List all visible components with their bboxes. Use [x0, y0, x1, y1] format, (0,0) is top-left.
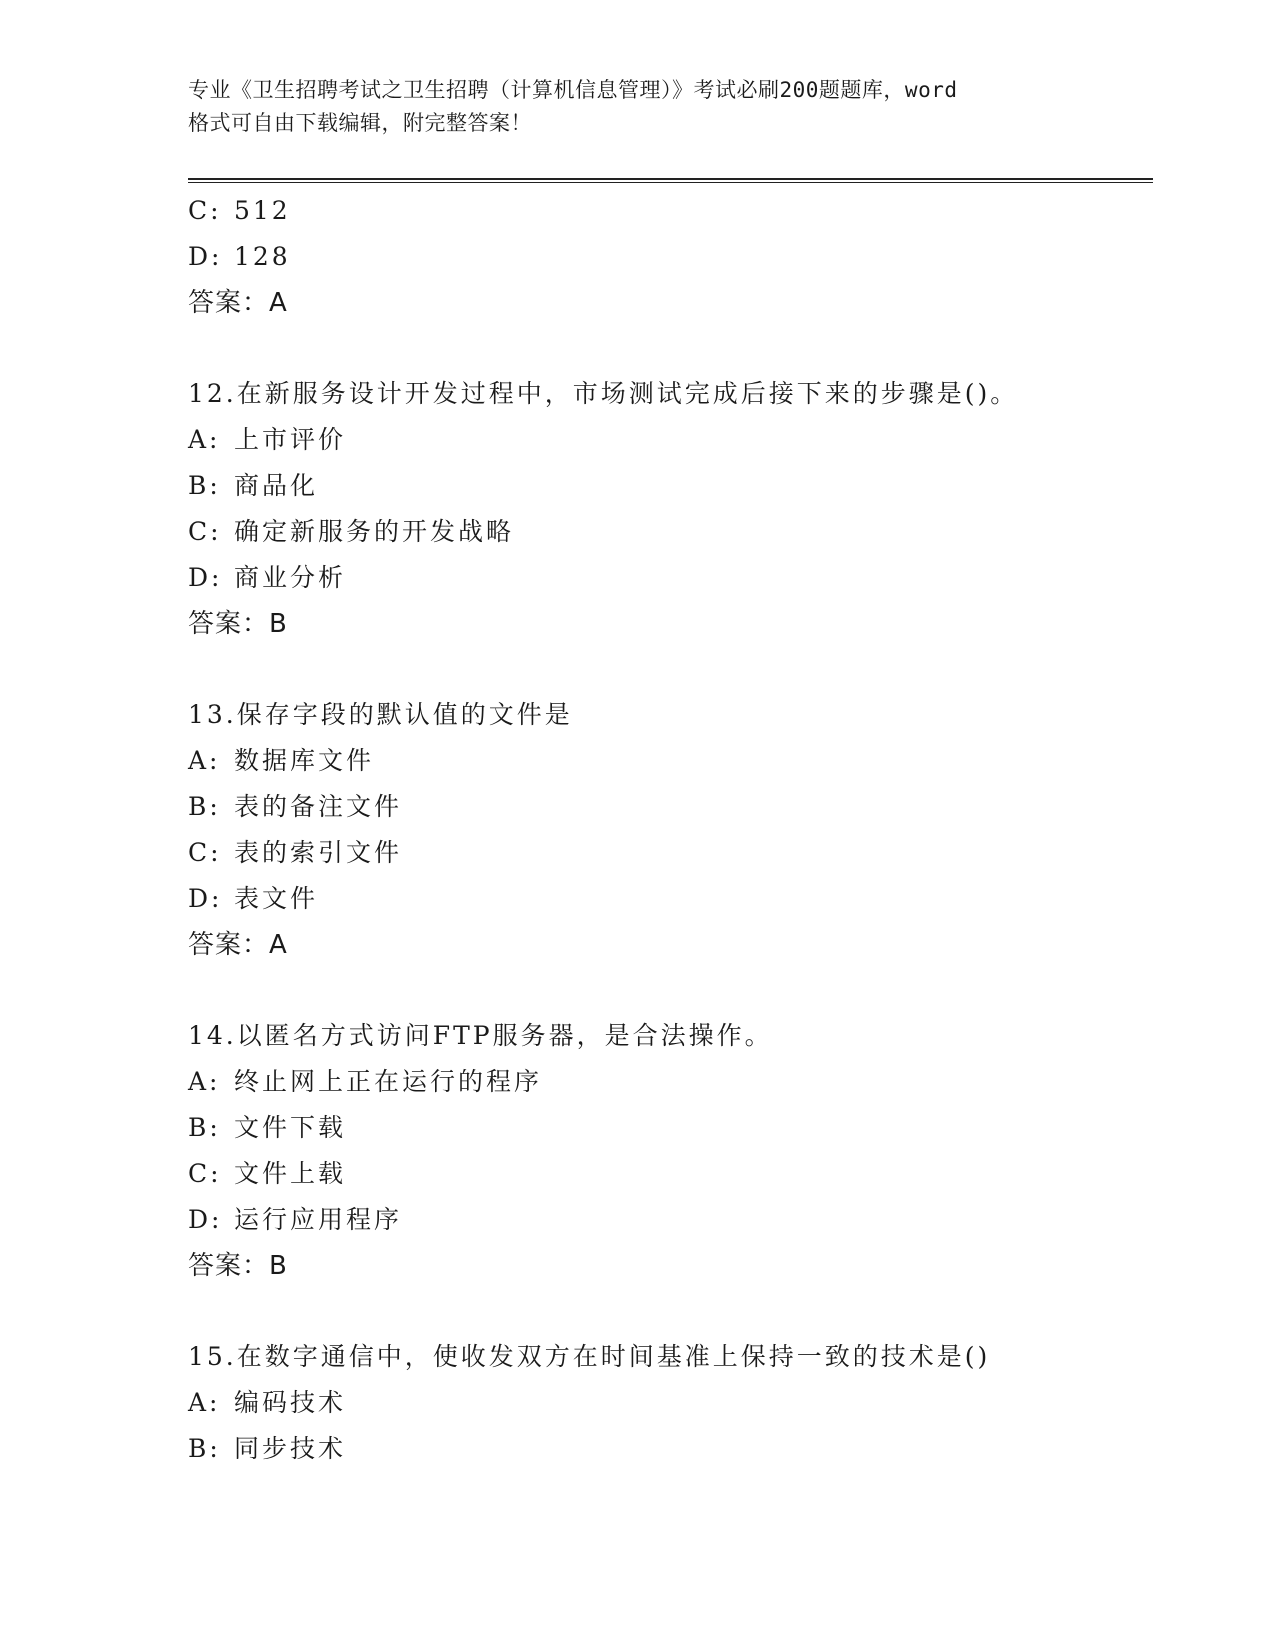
option-d — [188, 555, 1153, 601]
option-b — [188, 784, 1153, 830]
option-text: 运行应用程序 — [234, 1205, 403, 1234]
option-letter: B: — [188, 471, 221, 500]
option-text: 数据库文件 — [234, 746, 375, 775]
option-c — [188, 509, 1153, 555]
option-text: 商品化 — [234, 471, 319, 500]
option-letter: C: — [188, 838, 222, 867]
question-14 — [188, 1013, 1153, 1289]
option-text: 商业分析 — [234, 563, 347, 592]
option-letter: D: — [188, 1205, 223, 1234]
option-c — [188, 1151, 1153, 1197]
option-letter: D: — [188, 884, 223, 913]
option-d — [188, 876, 1153, 922]
option-text: 512 — [234, 196, 291, 225]
option-b — [188, 1105, 1153, 1151]
answer-line: 答案：A — [188, 930, 288, 960]
option-text: 文件上载 — [234, 1159, 347, 1188]
option-text: 文件下载 — [234, 1113, 347, 1142]
header-title-line-1: 专业《卫生招聘考试之卫生招聘（计算机信息管理）》考试必刷200题题库，word — [188, 78, 958, 102]
option-letter: C: — [188, 1159, 222, 1188]
question-fragment — [188, 188, 1153, 326]
option-text: 确定新服务的开发战略 — [234, 517, 515, 546]
option-letter: A: — [188, 1067, 221, 1096]
document-header — [188, 74, 1088, 140]
option-a — [188, 417, 1153, 463]
option-text: 同步技术 — [234, 1434, 347, 1463]
answer-line: 答案：B — [188, 1251, 288, 1281]
question-stem: 12.在新服务设计开发过程中，市场测试完成后接下来的步骤是()。 — [188, 379, 1019, 408]
option-c — [188, 188, 1153, 234]
option-a — [188, 1380, 1153, 1426]
option-letter: D: — [188, 242, 223, 271]
option-b — [188, 1426, 1153, 1472]
answer-line: 答案：B — [188, 609, 288, 639]
option-letter: C: — [188, 196, 222, 225]
question-list — [188, 188, 1153, 1472]
question-12 — [188, 371, 1153, 647]
option-letter: B: — [188, 792, 221, 821]
option-d — [188, 1197, 1153, 1243]
option-text: 编码技术 — [234, 1388, 347, 1417]
option-a — [188, 1059, 1153, 1105]
option-a — [188, 738, 1153, 784]
question-15 — [188, 1334, 1153, 1472]
option-letter: C: — [188, 517, 222, 546]
option-letter: B: — [188, 1113, 221, 1142]
option-text: 表的备注文件 — [234, 792, 403, 821]
option-text: 终止网上正在运行的程序 — [234, 1067, 543, 1096]
option-c — [188, 830, 1153, 876]
option-letter: A: — [188, 425, 221, 454]
header-divider — [188, 178, 1153, 183]
option-d — [188, 234, 1153, 280]
option-text: 128 — [234, 242, 291, 271]
option-text: 上市评价 — [234, 425, 347, 454]
question-stem: 13.保存字段的默认值的文件是 — [188, 700, 573, 729]
question-13 — [188, 692, 1153, 968]
answer-line: 答案：A — [188, 288, 288, 318]
option-letter: B: — [188, 1434, 221, 1463]
question-stem: 14.以匿名方式访问FTP服务器，是合法操作。 — [188, 1021, 773, 1050]
option-text: 表的索引文件 — [234, 838, 403, 867]
option-letter: A: — [188, 1388, 221, 1417]
option-text: 表文件 — [234, 884, 319, 913]
option-letter: A: — [188, 746, 221, 775]
option-b — [188, 463, 1153, 509]
header-title-line-2: 格式可自由下载编辑，附完整答案！ — [188, 111, 532, 135]
question-stem: 15.在数字通信中，使收发双方在时间基准上保持一致的技术是() — [188, 1342, 991, 1371]
option-letter: D: — [188, 563, 223, 592]
